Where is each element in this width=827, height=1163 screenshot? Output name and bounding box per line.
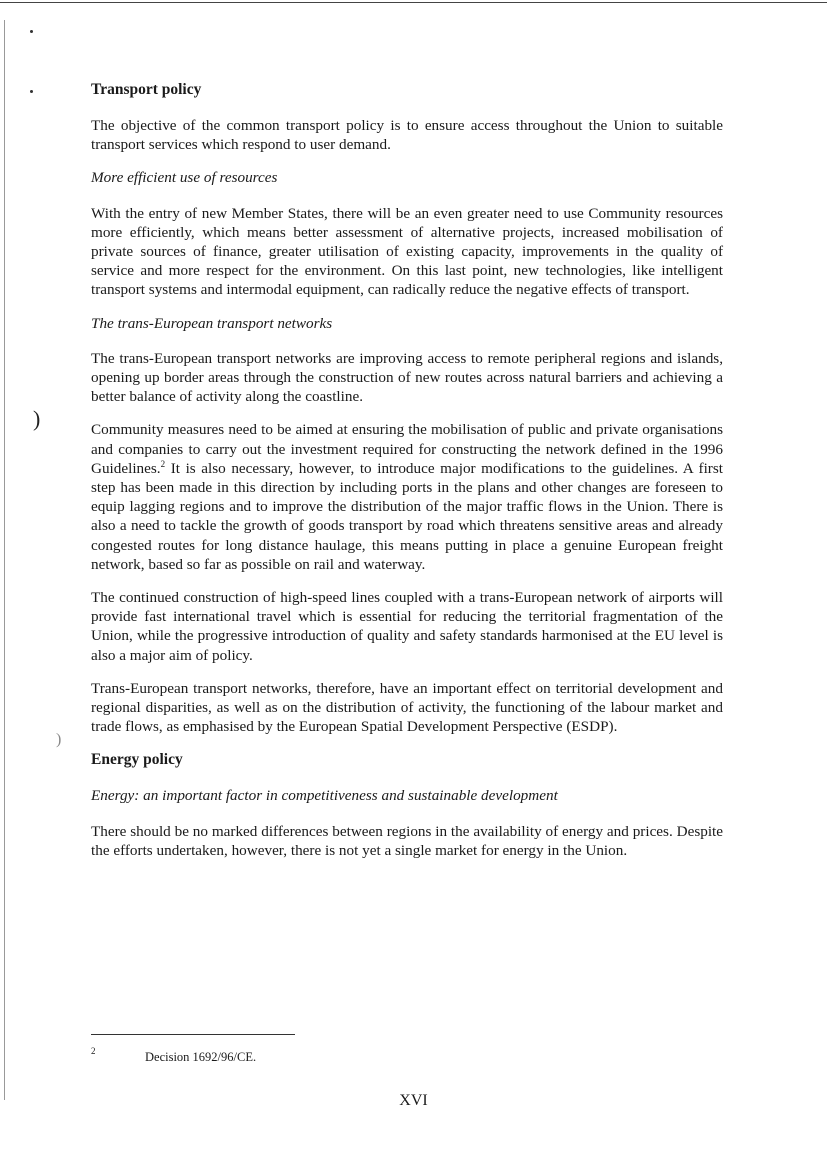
binding-hole-mark: ) (56, 731, 62, 748)
paragraph-text: It is also necessary, however, to introduce major modifications to the guidelines. A first step has been made in this direction by including ports in the plans and other changes are foreseen to equip lagging regions and to improve the distribution of the major traffic flows in the Union. There is also a need to tackle the growth of goods transport by road which threatens sensitive areas and already congested routes for long distance haulage, this means putting in place a genuine European freight network, based so far as possible on rail and waterway. (91, 459, 723, 573)
paragraph: There should be no marked differences between regions in the availability of energy and prices. Despite the efforts undertaken, however, there is not yet a single market for energy in the Union. (91, 822, 723, 859)
binding-hole-mark: ) (33, 406, 41, 431)
section-title-energy: Energy policy (91, 751, 183, 769)
scan-left-edge (4, 20, 5, 1100)
page-number: XVI (399, 1092, 428, 1109)
top-rule (0, 2, 827, 3)
footnote-reference: 2 (160, 458, 166, 469)
footnote-separator (91, 1034, 295, 1035)
scan-dot (30, 30, 33, 33)
paragraph: The continued construction of high-speed lines coupled with a trans-European network of airports will provide fast international travel which is essential for reducing the territorial fragmentation of the Union, while the progressive introduction of quality and safety standards harmonised at the EU level is also a major aim of policy. (91, 589, 723, 664)
paragraph: Trans-European transport networks, therefore, have an important effect on territorial development and regional disparities, as well as on the distribution of activity, the functioning of the labour market and trade flows, as emphasised by the European Spatial Development Perspective (ESDP). (91, 679, 723, 736)
footnote-number: 2 (91, 1046, 96, 1056)
footnote-text: Decision 1692/96/CE. (145, 1050, 257, 1064)
subsection-title: The trans-European transport networks (91, 314, 333, 332)
paragraph: With the entry of new Member States, there will be an even greater need to use Community resources more efficiently, which means better assessment of alternative projects, increased mobilisation of private sources of finance, greater utilisation of existing capacity, improvements in the quality of service and more respect for the environment. On this last point, new technologies, like intelligent transport systems and intermodal equipment, can radically reduce the negative effects of transport. (91, 204, 723, 299)
paragraph: The objective of the common transport policy is to ensure access throughout the Union to suitable transport services which respond to user demand. (91, 117, 723, 154)
scan-dot (30, 90, 33, 93)
paragraph-text: Community measures need to be aimed at ensuring the mobilisation of public and private organisations and companies to carry out the investment required for constructing the network defined in the 1996 Guidelines. (91, 421, 723, 477)
section-title-transport: Transport policy (91, 81, 202, 98)
paragraph: The trans-European transport networks are improving access to remote peripheral regions and islands, opening up border areas through the construction of new routes across natural barriers and achieving a better balance of activity along the coastline. (91, 349, 723, 406)
subsection-title: More efficient use of resources (91, 169, 278, 187)
subsection-title: Energy: an important factor in competitiveness and sustainable development (91, 787, 558, 805)
page-content (91, 80, 723, 874)
paragraph (91, 420, 723, 574)
